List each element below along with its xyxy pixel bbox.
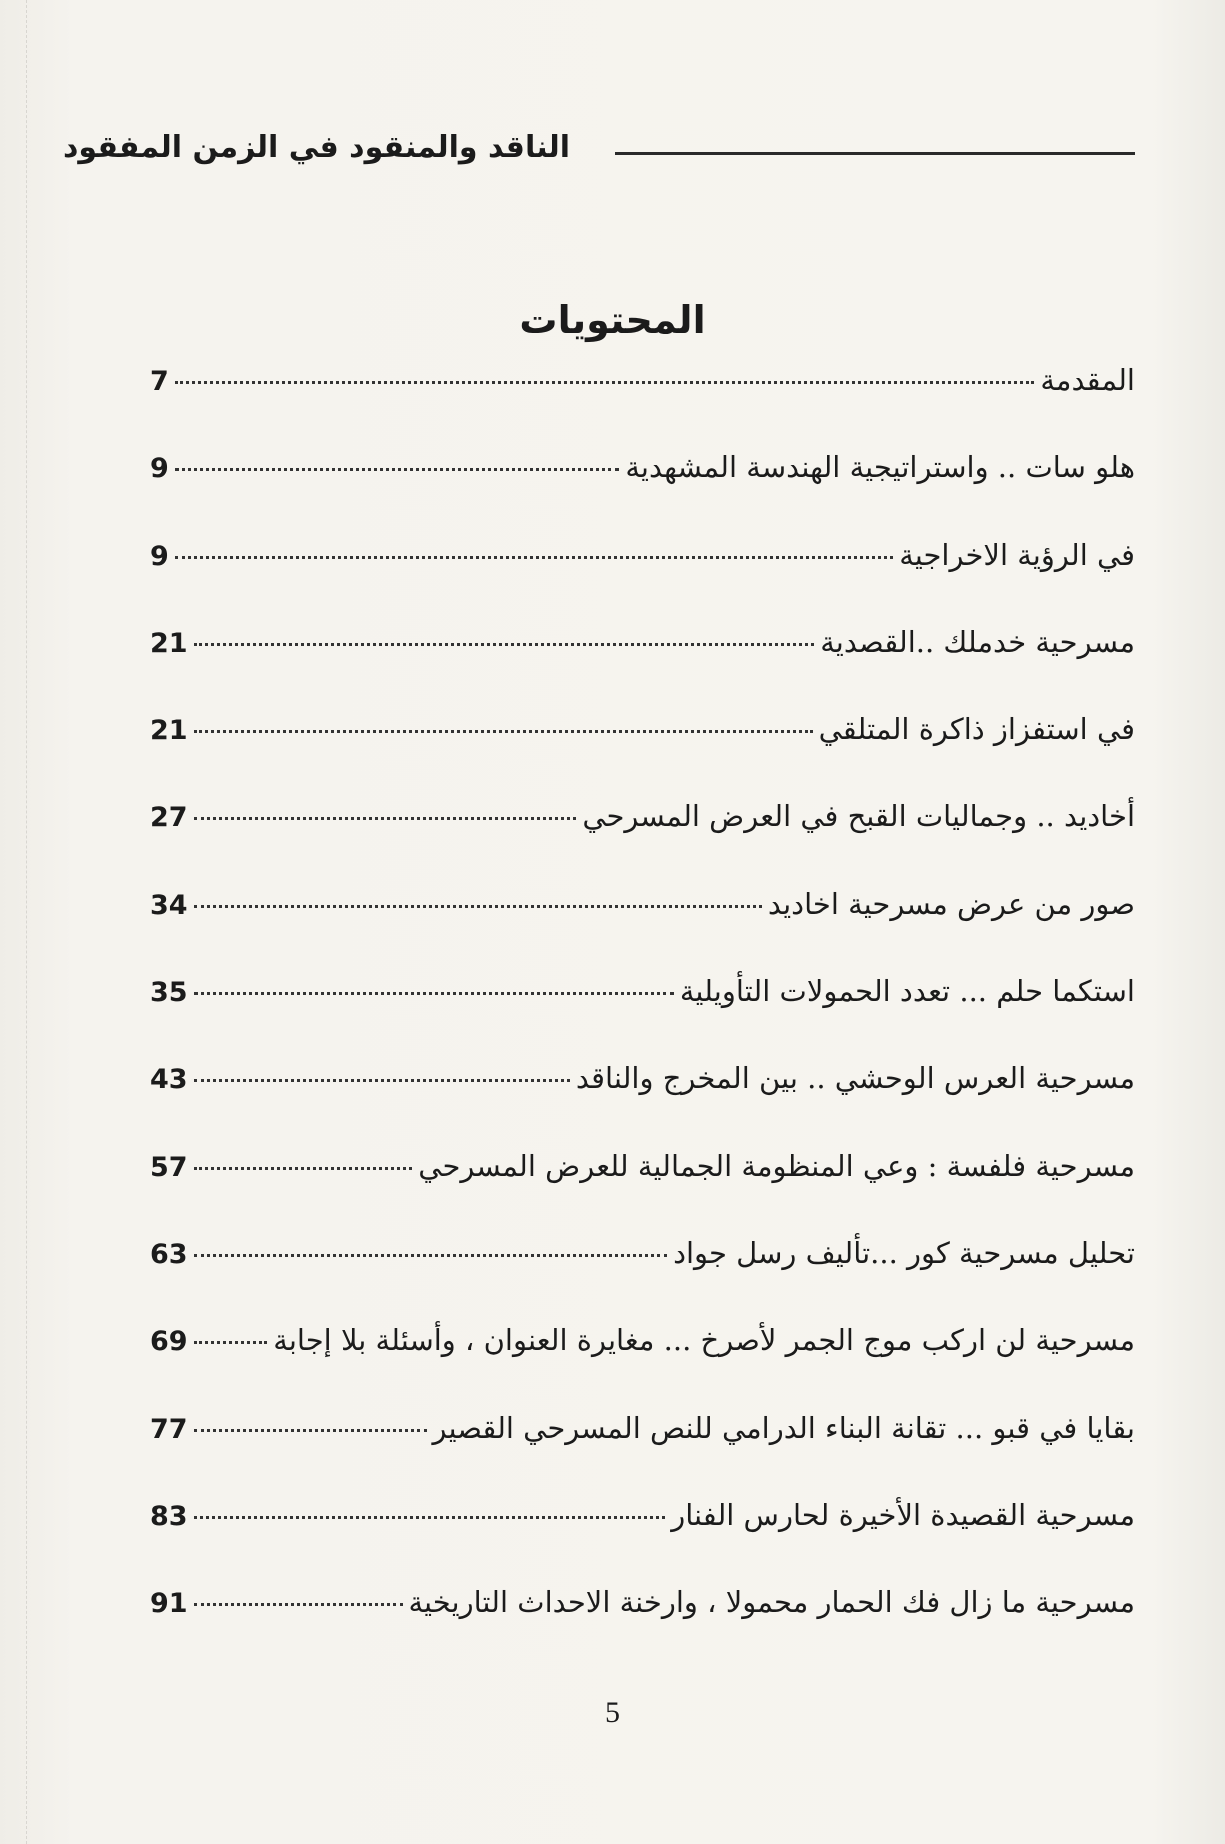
toc-entry — [150, 796, 1135, 883]
toc-entry-page: 27 — [150, 802, 188, 834]
toc-entry-title: تحليل مسرحية كور ...تأليف رسل جواد — [673, 1235, 1135, 1270]
dot-leader — [194, 643, 815, 646]
dot-leader — [194, 905, 762, 908]
toc-entry — [150, 1146, 1135, 1233]
toc-list — [150, 360, 1135, 1669]
toc-entry — [150, 1408, 1135, 1495]
dot-leader — [194, 992, 674, 995]
dot-leader — [175, 556, 893, 559]
toc-entry-title: مسرحية لن اركب موج الجمر لأصرخ ... مغايرة العنوان ، وأسئلة بلا إجابة — [273, 1323, 1135, 1358]
dot-leader — [194, 730, 813, 733]
toc-entry-title: مسرحية خدملك ..القصدية — [820, 624, 1135, 659]
toc-entry-page: 35 — [150, 977, 188, 1009]
dot-leader — [194, 1603, 403, 1606]
toc-entry-page: 9 — [150, 453, 169, 485]
toc-entry — [150, 360, 1135, 447]
toc-entry — [150, 535, 1135, 622]
toc-entry-title: مسرحية ما زال فك الحمار محمولا ، وارخنة الاحداث التاريخية — [408, 1585, 1135, 1620]
toc-entry-title: في الرؤية الاخراجية — [899, 537, 1135, 572]
dot-leader — [194, 1341, 268, 1344]
toc-entry-title: في استفزاز ذاكرة المتلقي — [818, 712, 1135, 747]
toc-entry-title: مسرحية القصيدة الأخيرة لحارس الفنار — [671, 1497, 1135, 1532]
toc-entry-page: 69 — [150, 1326, 188, 1358]
toc-entry — [150, 1058, 1135, 1145]
toc-entry-title: مسرحية العرس الوحشي .. بين المخرج والناقد — [575, 1061, 1135, 1096]
toc-entry-title: صور من عرض مسرحية اخاديد — [767, 886, 1135, 921]
toc-entry-page: 21 — [150, 715, 188, 747]
dot-leader — [194, 1429, 427, 1432]
toc-entry-title: أخاديد .. وجماليات القبح في العرض المسرحي — [582, 799, 1135, 834]
toc-entry-title: استكما حلم ... تعدد الحمولات التأويلية — [679, 974, 1135, 1009]
toc-entry — [150, 1582, 1135, 1669]
toc-entry-page: 34 — [150, 889, 188, 921]
running-header-title: الناقد والمنقود في الزمن المفقود — [63, 130, 570, 165]
toc-entry — [150, 709, 1135, 796]
toc-entry-page: 63 — [150, 1238, 188, 1270]
toc-entry-page: 43 — [150, 1064, 188, 1096]
dot-leader — [194, 1254, 667, 1257]
toc-entry-title: هلو سات .. واستراتيجية الهندسة المشهدية — [625, 450, 1135, 485]
toc-entry — [150, 1495, 1135, 1582]
header-rule — [615, 152, 1135, 155]
dot-leader — [194, 1516, 666, 1519]
toc-entry-page: 7 — [150, 366, 169, 397]
toc-entry — [150, 447, 1135, 534]
dot-leader — [194, 817, 577, 820]
running-header — [63, 130, 1135, 174]
toc-heading: المحتويات — [519, 298, 706, 342]
toc-entry-title: بقايا في قبو ... تقانة البناء الدرامي للنص المسرحي القصير — [432, 1410, 1135, 1445]
toc-entry-title: مسرحية فلفسة : وعي المنظومة الجمالية للعرض المسرحي — [418, 1148, 1135, 1183]
toc-entry-page: 91 — [150, 1588, 188, 1620]
binding-edge — [0, 0, 27, 1844]
toc-entry — [150, 884, 1135, 971]
toc-entry — [150, 1320, 1135, 1407]
toc-entry-page: 9 — [150, 540, 169, 572]
toc-entry-page: 83 — [150, 1500, 188, 1532]
toc-entry-page: 21 — [150, 627, 188, 659]
dot-leader — [175, 381, 1035, 384]
dot-leader — [194, 1079, 570, 1082]
dot-leader — [194, 1167, 413, 1170]
toc-entry-title: المقدمة — [1040, 363, 1135, 397]
toc-entry-page: 57 — [150, 1151, 188, 1183]
toc-entry-page: 77 — [150, 1413, 188, 1445]
toc-entry — [150, 1233, 1135, 1320]
toc-entry — [150, 622, 1135, 709]
toc-entry — [150, 971, 1135, 1058]
page-number: 5 — [605, 1696, 620, 1729]
dot-leader — [175, 468, 620, 471]
